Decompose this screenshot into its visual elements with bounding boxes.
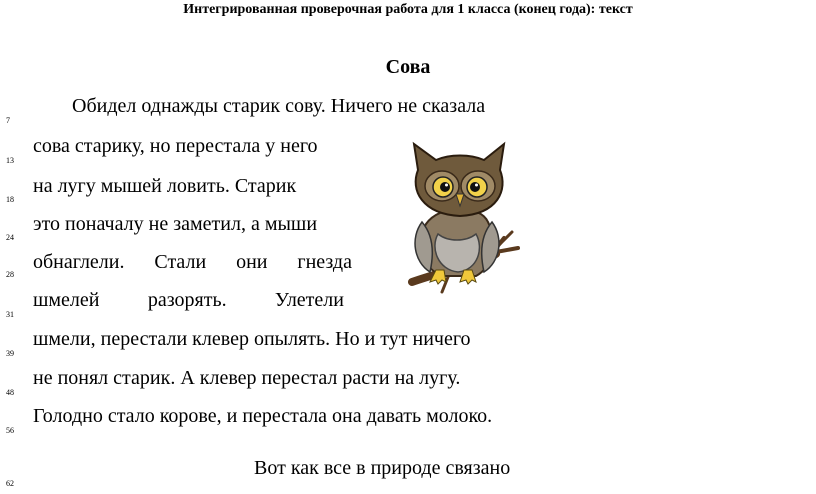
line-number: 28 bbox=[6, 270, 14, 279]
text-line-7: шмели, перестали клевер опылять. Но и тут ничего bbox=[33, 328, 471, 350]
text-line-4: это поначалу не заметил, а мыши bbox=[33, 213, 318, 235]
word: Улетели bbox=[274, 289, 344, 311]
owl-illustration bbox=[400, 134, 524, 298]
text-line-3: на лугу мышей ловить. Старик bbox=[33, 175, 297, 197]
line-number: 62 bbox=[6, 479, 14, 488]
text-line-9: Голодно стало корове, и перестала она давать молоко. bbox=[33, 405, 493, 427]
text-line-5 bbox=[33, 250, 352, 274]
text-line-1: Обидел однажды старик сову. Ничего не сказала bbox=[72, 95, 486, 117]
story-title: Сова bbox=[385, 56, 431, 78]
word: они bbox=[236, 251, 268, 273]
word: шмелей bbox=[33, 289, 100, 311]
text-line-8: не понял старик. А клевер перестал расти на лугу. bbox=[33, 367, 461, 389]
line-number: 24 bbox=[6, 233, 14, 242]
text-line-6 bbox=[33, 288, 344, 312]
line-number: 39 bbox=[6, 349, 14, 358]
word: гнезда bbox=[297, 251, 352, 273]
text-line-2: сова старику, но перестала у него bbox=[33, 135, 318, 157]
page-header: Интегрированная проверочная работа для 1 класса (конец года): текст bbox=[183, 2, 633, 17]
word: обнаглели. bbox=[33, 251, 125, 273]
line-number: 48 bbox=[6, 388, 14, 397]
line-number: 31 bbox=[6, 310, 14, 319]
line-number: 13 bbox=[6, 156, 14, 165]
line-number: 18 bbox=[6, 195, 14, 204]
closing-sentence: Вот как все в природе связано bbox=[254, 457, 511, 479]
line-number: 56 bbox=[6, 426, 14, 435]
word: разорять. bbox=[147, 289, 227, 311]
word: Стали bbox=[154, 251, 207, 273]
line-number: 7 bbox=[6, 116, 10, 125]
